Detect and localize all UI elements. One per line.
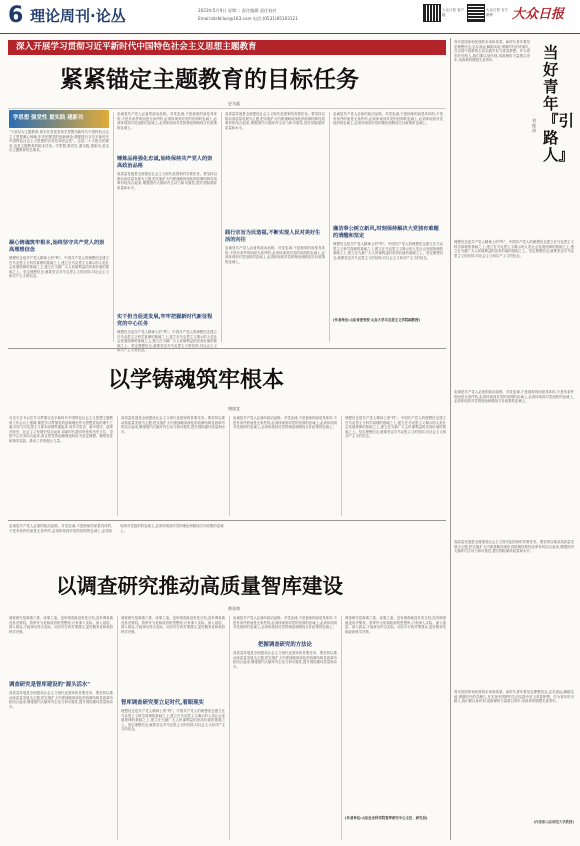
article3-column-1 (9, 616, 113, 840)
qr-code-app-label: 大众日报 客户端 (442, 8, 464, 17)
article2-author: 康加宜 (228, 406, 240, 411)
image-caption: 学思想 强党性 重实践 建新功 (13, 115, 84, 121)
article2-column-1 (9, 416, 113, 516)
page-number: 6 (8, 3, 24, 28)
article1-paragraph: 忠诚是共产党人必备的政治品格。对党忠诚,不是抽象的而是具体的,不是有条件的而是无条件的,必须体现到对党的信仰的忠诚上,必须体现到对党组织的忠诚上,必须体现到对党的理论和路线方针政策的忠诚上。 (225, 246, 325, 264)
article1-column-1 (9, 130, 109, 342)
article3-subheading-1: 调查研究是智库建设的"源头活水" (9, 682, 91, 688)
article1-paragraph: 忠诚是共产党人必备的政治品格。对党忠诚,不是抽象的而是具体的,不是有条件的而是无条件的,必须体现到对党的信仰的忠诚上,必须体现到对党组织的忠诚上,必须体现到对党的理论和路线方针政策的忠诚上。 (117, 112, 217, 130)
article3-paragraph: 理想信念是共产党人精神上的"钙"。中国共产党人的理想信念建立在马克思主义科学真理的基础之上,建立在马克思主义揭示的人类社会发展规律的基础之上,建立在为最广大人民谋利益的崇高价值的基础之上。坚定理想信念,就要坚定对马克思主义的信仰,对社会主义和共产主义的信念。 (121, 709, 225, 732)
article3-subheading-2: 智库调查研究要立足时代,着眼现实 (121, 700, 204, 706)
column-divider (341, 616, 342, 840)
article3-column-2 (121, 616, 225, 840)
qr-code-weibo (468, 5, 484, 21)
section-divider (8, 348, 446, 349)
column-divider (117, 616, 118, 840)
sidebar-paragraph: 忠诚是共产党人必备的政治品格。对党忠诚,不是抽象的而是具体的,不是有条件的而是无条件的,必须体现到对党的信仰的忠诚上,必须体现到对党组织的忠诚上,必须体现到对党的理论和路线方针政策的忠诚上。 (454, 390, 574, 404)
article1-paragraph: 高质量发展是全面建设社会主义现代化国家的首要任务。要坚持以推动高质量发展为主题,把实施扩大内需战略同深化供给侧结构性改革有机结合起来,增强国内大循环内生动力和可靠性,提升国际循环质量和水平。 (225, 112, 325, 130)
sidebar-footer: (作者系山东师范大学教授) (533, 820, 574, 824)
article2-paragraph: 忠诚是共产党人必备的政治品格。对党忠诚,不是抽象的而是具体的,不是有条件的而是无条件的,必须体现到对党的信仰的忠诚上,必须体现到对党组织的忠诚上,必须体现到对党的理论和路线方针政策的忠诚上。 (9, 524, 224, 533)
article3-paragraph: 高质量发展是全面建设社会主义现代化国家的首要任务。要坚持以推动高质量发展为主题,把实施扩大内需战略同深化供给侧结构性改革有机结合起来,增强国内大循环内生动力和可靠性,提升国际循环质量和水平。 (233, 651, 337, 669)
article3-paragraph: 忠诚是共产党人必备的政治品格。对党忠诚,不是抽象的而是具体的,不是有条件的而是无条件的,必须体现到对党的信仰的忠诚上,必须体现到对党组织的忠诚上,必须体现到对党的理论和路线方针政策的忠诚上。 (233, 616, 337, 630)
column-divider (221, 112, 222, 342)
column-divider (229, 616, 230, 840)
article2-paragraph: 理想信念是共产党人精神上的"钙"。中国共产党人的理想信念建立在马克思主义科学真理的基础之上,建立在马克思主义揭示的人类社会发展规律的基础之上,建立在为最广大人民谋利益的崇高价值的基础之上。坚定理想信念,就要坚定对马克思主义的信仰,对社会主义和共产主义的信念。 (345, 416, 446, 439)
article1-subheading-1: 凝心铸魂筑牢根本,始终坚守共产党人的崇高理想信念 (9, 240, 105, 253)
sidebar-paragraph: 理想信念是共产党人精神上的"钙"。中国共产党人的理想信念建立在马克思主义科学真理的基础之上,建立在马克思主义揭示的人类社会发展规律的基础之上,建立在为最广大人民谋利益的崇高价值的基础之上。坚定理想信念,就要坚定对马克思主义的信仰,对社会主义和共产主义的信念。 (454, 240, 574, 258)
sidebar-paragraph: 高质量发展是全面建设社会主义现代化国家的首要任务。要坚持以推动高质量发展为主题,把实施扩大内需战略同深化供给侧结构性改革有机结合起来,增强国内大循环内生动力和可靠性,提升国际循环质量和水平。 (454, 540, 574, 554)
article3-column-4 (345, 616, 446, 840)
article3-author: 黄晋鸿 (228, 606, 240, 611)
article1-paragraph: 忠诚是共产党人必备的政治品格。对党忠诚,不是抽象的而是具体的,不是有条件的而是无条件的,必须体现到对党的信仰的忠诚上,必须体现到对党组织的忠诚上,必须体现到对党的理论和路线方针政策的忠诚上。 (333, 112, 443, 126)
article1-subheading-2: 锤炼品格强化忠诚,始终保持共产党人的崇高政治品格 (117, 156, 213, 169)
article1-paragraph: 理想信念是共产党人精神上的"钙"。中国共产党人的理想信念建立在马克思主义科学真理的基础之上,建立在马克思主义揭示的人类社会发展规律的基础之上,建立在为最广大人民谋利益的崇高价值的基础之上。坚定理想信念,就要坚定对马克思主义的信仰,对社会主义和共产主义的信念。 (117, 330, 217, 353)
article1-column-4 (333, 112, 443, 342)
email-line: Email:dzrblilun@163.com 电话:(0531)85193121 (198, 16, 298, 21)
article2-column-2 (121, 416, 225, 516)
article3-paragraph: 调查研究是谋事之基、成事之道。没有调查就没有发言权,没有调查就没有决策权。智库作为党和政府的思想库,只有深入实际、深入基层、深入群众,才能拿出符合实际、切实可行的对策建议,更好服务党和政府科学决策。 (345, 616, 446, 634)
article3-title: 以调查研究推动高质量智库建设 (56, 574, 343, 598)
sidebar-paragraph: 青年是国家和民族的未来和希望。新时代青年要坚定理想信念,志存高远,脚踏实地,勇做时代的弄潮儿,在实现中国梦的生动实践中放飞青春梦想。作为青年的引路人,我们要以身作则,用真理的力量感召青年,用真挚的情感关爱青年。 (454, 690, 574, 704)
article1-subheading-4: 践行宗旨为民造福,不断实现人民对美好生活的向往 (225, 230, 321, 243)
article1-paragraph: 理想信念是共产党人精神上的"钙"。中国共产党人的理想信念建立在马克思主义科学真理的基础之上,建立在马克思主义揭示的人类社会发展规律的基础之上,建立在为最广大人民谋利益的崇高价值的基础之上。坚定理想信念,就要坚定对马克思主义的信仰,对社会主义和共产主义的信念。 (9, 256, 109, 279)
article2-paragraph: 高质量发展是全面建设社会主义现代化国家的首要任务。要坚持以推动高质量发展为主题,把实施扩大内需战略同深化供给侧结构性改革有机结合起来,增强国内大循环内生动力和可靠性,提升国际循环质量和水平。 (121, 416, 225, 434)
divider-line (8, 108, 446, 109)
sidebar-body (454, 240, 574, 836)
section-divider (8, 520, 446, 521)
article3-paragraph: 调查研究是谋事之基、成事之道。没有调查就没有发言权,没有调查就没有决策权。智库作为党和政府的思想库,只有深入实际、深入基层、深入群众,才能拿出符合实际、切实可行的对策建议,更好服务党和政府科学决策。 (121, 616, 225, 634)
sidebar-paragraph: 青年是国家和民族的未来和希望。新时代青年要坚定理想信念,志存高远,脚踏实地,勇做时代的弄潮儿,在实现中国梦的生动实践中放飞青春梦想。作为青年的引路人,我们要以身作则,用真理的力量感召青年,用真挚的情感关爱青年。 (454, 40, 530, 63)
article3-paragraph: 高质量发展是全面建设社会主义现代化国家的首要任务。要坚持以推动高质量发展为主题,把实施扩大内需战略同深化供给侧结构性改革有机结合起来,增强国内大循环内生动力和可靠性,提升国际循环质量和水平。 (9, 691, 113, 709)
article1-image (9, 110, 109, 128)
sidebar-body-top (454, 40, 530, 240)
theme-banner-text: 深入开展学习贯彻习近平新时代中国特色社会主义思想主题教育 (16, 42, 257, 52)
article1-subheading-3: 实干担当促进发展,牢牢把握新时代新征程党的中心任务 (117, 314, 213, 327)
article2-paragraph: 忠诚是共产党人必备的政治品格。对党忠诚,不是抽象的而是具体的,不是有条件的而是无条件的,必须体现到对党的信仰的忠诚上,必须体现到对党组织的忠诚上,必须体现到对党的理论和路线方针政策的忠诚上。 (233, 416, 337, 430)
column-divider (117, 416, 118, 516)
article2-title: 以学铸魂筑牢根本 (108, 368, 285, 393)
article2-column-4 (345, 416, 446, 516)
page-header (0, 0, 580, 34)
newspaper-logo: 大众日报 (512, 7, 565, 22)
article2-column-3 (233, 416, 337, 516)
article1-footer: (作者单位:山东省委党校 山东大学马克思主义学院副教授) (333, 318, 421, 322)
article1-author: 史为磊 (228, 101, 240, 106)
date-line: 2023年5月9日 星期二 责任编辑 责任校对 (198, 8, 277, 13)
article1-lead: "干部以为主题教育,根本任务是坚持学思想用新时代中国特色社会主义思想凝心铸魂,牢牢把握党的创新理论,增强践行习近平新时代中国特色社会主义思想的自觉性和坚定性"。这是二十大报告的要求,也是主题教育的根本任务。学思想,强党性,重实践,建新功,是这次主题教育的总要求。 (9, 130, 109, 153)
theme-banner (8, 40, 446, 55)
article1-subheading-5: 廉洁奉公树立新风,时刻保持解决大党独有难题的清醒和坚定 (333, 226, 439, 239)
column-divider (329, 112, 330, 342)
sidebar-title-text: 当好青年『引路人』 (543, 43, 575, 164)
sidebar-divider (450, 38, 451, 840)
article1-paragraph: 高质量发展是全面建设社会主义现代化国家的首要任务。要坚持以推动高质量发展为主题,把实施扩大内需战略同深化供给侧结构性改革有机结合起来,增强国内大循环内生动力和可靠性,提升国际循环质量和水平。 (117, 172, 217, 190)
article1-paragraph: 理想信念是共产党人精神上的"钙"。中国共产党人的理想信念建立在马克思主义科学真理的基础之上,建立在马克思主义揭示的人类社会发展规律的基础之上,建立在为最广大人民谋利益的崇高价值的基础之上。坚定理想信念,就要坚定对马克思主义的信仰,对社会主义和共产主义的信念。 (333, 242, 443, 260)
section-title: 理论周刊·论丛 (30, 7, 126, 25)
qr-code-app (424, 5, 440, 21)
qr-code-weibo-label: 大众日报 官方微博 (486, 8, 508, 17)
article3-footer: (作者单位:山东社会科学院智库研究中心主任、研究员) (345, 816, 428, 820)
article2-continuation (9, 524, 446, 566)
column-divider (341, 416, 342, 516)
column-divider (229, 416, 230, 516)
sidebar-title (543, 43, 575, 164)
article3-paragraph: 调查研究是谋事之基、成事之道。没有调查就没有发言权,没有调查就没有决策权。智库作为党和政府的思想库,只有深入实际、深入基层、深入群众,才能拿出符合实际、切实可行的对策建议,更好服务党和政府科学决策。 (9, 616, 113, 634)
article3-subheading-3: 把握调查研究的方法论 (258, 642, 312, 648)
sidebar-author: 刘俊涛 (532, 118, 536, 133)
article1-title: 紧紧锚定主题教育的目标任务 (60, 67, 359, 93)
article1-column-2 (117, 112, 217, 353)
article2-paragraph: 习近平总书记在学习贯彻习近平新时代中国特色社会主义思想主题教育工作会议上强调,要把学习贯彻党的创新理论作为思想武装的重中之重,同学习马克思主义基本原理贯通起来,同学习党史、新中国史、改革开放史、社会主义发展史结合起来,同新时代我们所处的历史方位、党的中心任务结合起来,真正把党的创新理论转化为坚定理想、锤炼党性和指导实践、推动工作的强大力量。 (9, 416, 113, 443)
article3-column-3 (233, 616, 337, 840)
article1-column-3 (225, 112, 325, 342)
column-divider (113, 112, 114, 342)
